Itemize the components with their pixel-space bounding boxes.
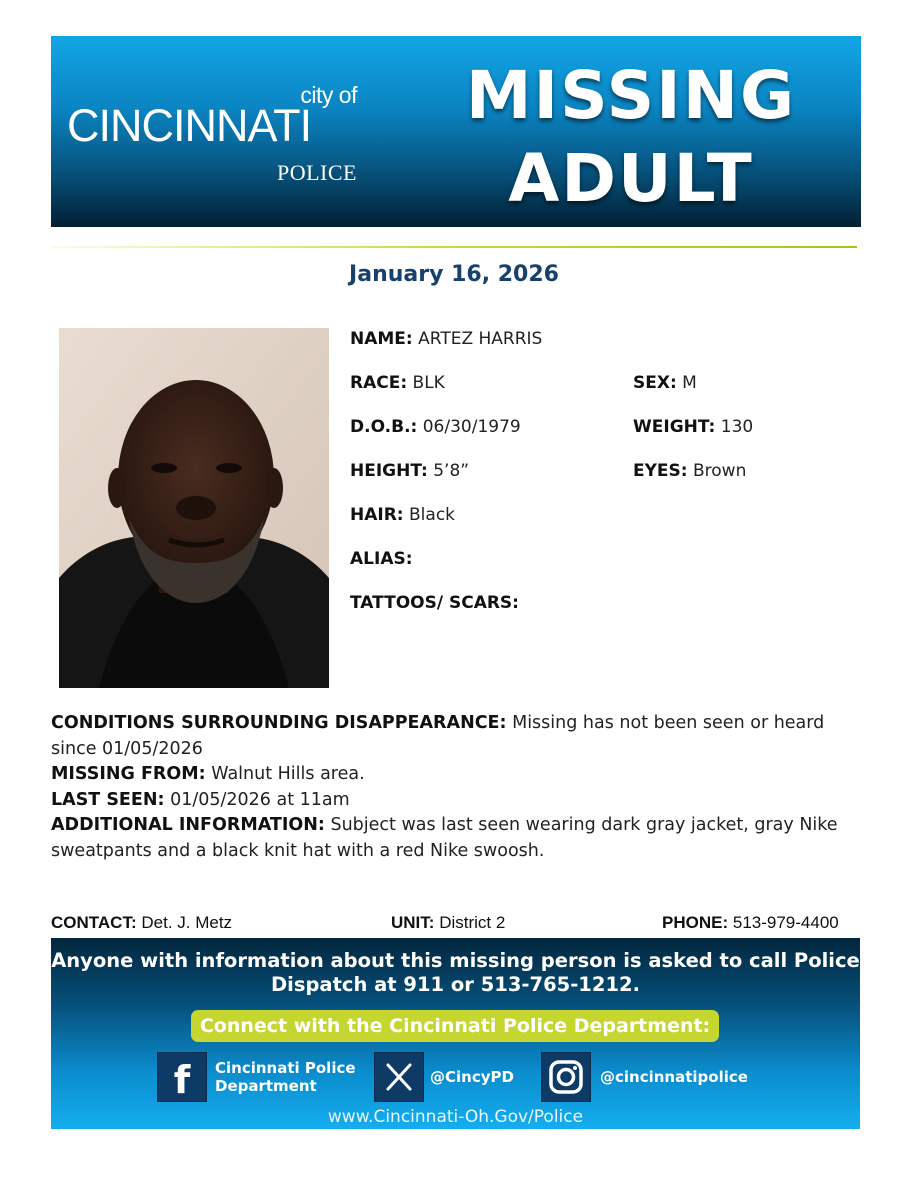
contact-label: CONTACT: [51, 913, 137, 932]
phone-value: 513-979-4400 [732, 913, 839, 932]
phone-label: PHONE: [662, 913, 729, 932]
logo-city-of: city of [300, 82, 357, 108]
facebook-label-line1: Cincinnati Police [215, 1059, 356, 1077]
hair-value: Black [409, 505, 456, 525]
field-dob [350, 417, 521, 437]
missing-from-paragraph [51, 762, 851, 788]
header-banner [51, 36, 861, 227]
field-race [350, 373, 445, 393]
field-height [350, 461, 469, 481]
dob-value: 06/30/1979 [422, 417, 521, 437]
divider-rule [51, 246, 857, 248]
field-weight [633, 417, 753, 437]
unit-label: UNIT: [391, 913, 435, 932]
dispatch-notice [51, 949, 860, 997]
x-link[interactable] [374, 1052, 524, 1102]
eyes-value: Brown [692, 461, 747, 481]
contact-value: Det. J. Metz [141, 913, 233, 932]
height-label: HEIGHT: [350, 461, 428, 481]
svg-text:f: f [173, 1058, 191, 1101]
weight-label: WEIGHT: [633, 417, 716, 437]
contact-phone [662, 913, 839, 933]
sex-label: SEX: [633, 373, 677, 393]
facebook-link[interactable] [157, 1052, 357, 1102]
last-seen-paragraph [51, 788, 851, 814]
person-photo-image [59, 328, 329, 688]
tattoos-label: TATTOOS/ SCARS: [350, 593, 519, 613]
footer-banner [51, 938, 860, 1129]
field-tattoos [350, 593, 519, 613]
logo-cincinnati: CINCINNATI [67, 100, 312, 151]
person-photo [59, 328, 329, 688]
name-label: NAME: [350, 329, 413, 349]
additional-info-label: ADDITIONAL INFORMATION: [51, 815, 325, 835]
dispatch-notice-line1: Anyone with information about this missing person is asked to call Police [51, 949, 860, 972]
field-eyes [633, 461, 746, 481]
x-icon [374, 1052, 424, 1102]
bulletin-date: January 16, 2026 [349, 262, 559, 287]
cincinnati-police-logo [67, 82, 357, 185]
instagram-icon [541, 1052, 591, 1102]
sex-value: M [682, 373, 697, 393]
field-sex [633, 373, 697, 393]
weight-value: 130 [720, 417, 754, 437]
contact-person [51, 913, 232, 933]
instagram-handle: @cincinnatipolice [600, 1068, 748, 1086]
x-handle: @CincyPD [430, 1068, 514, 1086]
facebook-icon [157, 1052, 207, 1102]
race-value: BLK [412, 373, 445, 393]
field-alias [350, 549, 413, 569]
headline-missing: MISSING [465, 57, 797, 134]
headline-adult: ADULT [508, 140, 754, 217]
race-label: RACE: [350, 373, 408, 393]
field-hair [350, 505, 455, 525]
field-name [350, 329, 542, 349]
conditions-label: CONDITIONS SURROUNDING DISAPPEARANCE: [51, 713, 507, 733]
contact-unit [391, 913, 505, 933]
conditions-paragraph [51, 711, 851, 762]
last-seen-value: 01/05/2026 at 11am [170, 789, 350, 810]
facebook-label [215, 1059, 356, 1095]
missing-from-label: MISSING FROM: [51, 764, 206, 784]
height-value: 5’8” [433, 461, 470, 481]
alias-label: ALIAS: [350, 549, 413, 569]
unit-value: District 2 [439, 913, 506, 932]
conditions-value: Missing has not been seen or heard since 01/05/2026 [51, 713, 825, 759]
missing-from-value: Walnut Hills area. [211, 764, 365, 784]
dob-label: D.O.B.: [350, 417, 418, 437]
dispatch-notice-line2: Dispatch at 911 or 513-765-1212. [271, 973, 640, 996]
hair-label: HAIR: [350, 505, 404, 525]
additional-info-paragraph [51, 813, 851, 864]
additional-info-value: Subject was last seen wearing dark gray jacket, gray Nike sweatpants and a black knit hat with a red Nike swoosh. [51, 815, 838, 861]
last-seen-label: LAST SEEN: [51, 789, 165, 810]
name-value: ARTEZ HARRIS [418, 329, 543, 349]
connect-banner: Connect with the Cincinnati Police Department: [191, 1010, 719, 1042]
details-section [51, 711, 851, 864]
logo-police: POLICE [277, 160, 357, 185]
eyes-label: EYES: [633, 461, 688, 481]
website-link[interactable]: www.Cincinnati-Oh.Gov/Police [327, 1107, 584, 1127]
facebook-label-line2: Department [215, 1077, 317, 1095]
instagram-link[interactable] [541, 1052, 761, 1102]
headline [431, 54, 831, 220]
